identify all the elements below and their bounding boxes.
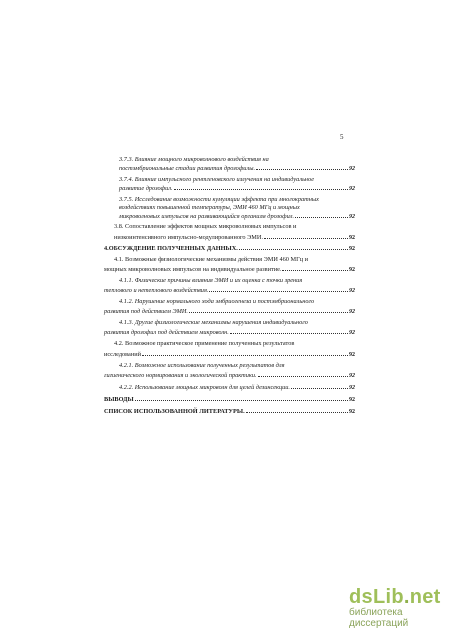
toc-entry-4-2-1[interactable] [104, 371, 355, 380]
toc-entry-4-1-line1: 4.1. Возможные физиологические механизмы действия ЭМИ 460 МГц и [114, 256, 309, 263]
toc-page-number: 92 [349, 246, 355, 252]
toc-entry-4-2[interactable] [104, 350, 355, 359]
toc-entry-text: теплового и нетеплового воздействия. [104, 287, 209, 294]
leader-dots [142, 350, 348, 356]
toc-entry-text: гигиенического нормирования и экологической практики. [104, 372, 257, 379]
toc-page-number: 92 [349, 288, 355, 294]
toc-entry-4-2-1-line1: 4.2.1. Возможное использование полученных результатов для [119, 362, 285, 369]
leader-dots [264, 233, 348, 239]
toc-entry-conclusions[interactable] [104, 395, 355, 404]
toc-page-number: 92 [349, 186, 355, 192]
watermark-brand: dsLib [349, 586, 404, 608]
toc-entry-text: постэмбриональные стадии развития дрозофилы. [119, 165, 256, 172]
toc-entry-3-8[interactable] [114, 233, 355, 242]
toc-entry-text: развития дрозофил под действием микроволн. [104, 329, 229, 336]
site-watermark[interactable] [349, 586, 450, 629]
page-number: 5 [340, 133, 344, 141]
toc-entry-4[interactable] [104, 244, 355, 253]
toc-entry-text: СПИСОК ИСПОЛЬЗОВАННОЙ ЛИТЕРАТУРЫ. [104, 408, 245, 415]
toc-page-number: 92 [349, 235, 355, 241]
toc-entry-3-8-line1: 3.8. Сопоставление эффектов мощных микроволновых импульсов и [114, 223, 297, 230]
toc-entry-4-1[interactable] [104, 265, 355, 274]
leader-dots [258, 371, 348, 377]
watermark-tld: net [409, 586, 441, 608]
toc-entry-4-1-1-line1: 4.1.1. Физические причины влияния ЭМИ и их оценка с точки зрения [119, 277, 303, 284]
toc-entry-4-1-1[interactable] [104, 286, 355, 295]
toc-entry-text: развитие дрозофил. [119, 185, 173, 192]
leader-dots [246, 407, 348, 413]
toc-entry-text: 4.ОБСУЖДЕНИЕ ПОЛУЧЕННЫХ ДАННЫХ. [104, 245, 238, 252]
toc-entry-3-7-5-line1: 3.7.5. Исследование возможности кумуляции эффекта при многократных [119, 196, 319, 203]
leader-dots [295, 212, 348, 218]
leader-dots [291, 383, 348, 389]
toc-page-number: 92 [349, 267, 355, 273]
leader-dots [189, 307, 348, 313]
toc-page-number: 92 [349, 214, 355, 220]
toc-entry-4-1-2-line1: 4.1.2. Нарушение нормального хода эмбриогенеза и постэмбрионального [119, 298, 315, 305]
leader-dots [174, 184, 348, 190]
toc-page-number: 92 [349, 330, 355, 336]
leader-dots [230, 328, 348, 334]
toc-entry-text: исследований [104, 351, 141, 358]
toc-page-number: 92 [349, 397, 355, 403]
leader-dots [282, 265, 348, 271]
toc-entry-4-1-2[interactable] [104, 307, 355, 316]
watermark-dot: . [403, 586, 410, 608]
toc-page-number: 92 [349, 309, 355, 315]
leader-dots [209, 286, 348, 292]
toc-entry-text: мощных микроволновых импульсов на индивидуальное развитие. [104, 266, 282, 273]
toc-entry-text: ВЫВОДЫ [104, 396, 134, 403]
toc-entry-3-7-5[interactable] [119, 212, 355, 221]
toc-page-number: 92 [349, 409, 355, 415]
toc-entry-3-7-3-line1: 3.7.3. Влияние мощного микроволнового воздействия на [119, 156, 269, 163]
toc-entry-4-1-3-line1: 4.1.3. Другие физиологические механизмы нарушения индивидуального [119, 319, 308, 326]
leader-dots [256, 164, 348, 170]
toc-entry-text: микроволновых импульсов на развивающийся организм дрозофил. [119, 213, 295, 220]
toc-page-number: 92 [349, 352, 355, 358]
leader-dots [135, 395, 348, 401]
toc-entry-text: низкоинтенсивного импульсно-модулированного ЭМИ. [114, 234, 264, 241]
toc-entry-3-7-4-line1: 3.7.4. Влияние импульсного рентгеновского излучения на индивидуальное [119, 176, 315, 183]
toc-page-number: 92 [349, 385, 355, 391]
toc-entry-references[interactable] [104, 407, 355, 416]
toc-entry-4-2-line1: 4.2. Возможное практическое применение полученных результатов [114, 340, 295, 347]
toc-entry-3-7-4[interactable] [119, 184, 355, 193]
toc-entry-4-2-2[interactable] [119, 383, 355, 392]
watermark-subtitle: библиотека диссертаций [349, 607, 409, 629]
leader-dots [239, 244, 348, 250]
toc-entry-4-1-3[interactable] [104, 328, 355, 337]
toc-page-number: 92 [349, 166, 355, 172]
toc-entry-text: развития под действием ЭМИ. [104, 308, 188, 315]
toc-entry-3-7-3[interactable] [119, 164, 355, 173]
toc-page-number: 92 [349, 373, 355, 379]
toc-entry-text: 4.2.2. Использование мощных микроволн для целей дезинсекции. [119, 384, 290, 391]
toc-entry-3-7-5-line2: воздействиях повышенной температуры, ЭМИ 460 МГц и мощных [119, 204, 300, 211]
watermark-logo [349, 586, 450, 609]
